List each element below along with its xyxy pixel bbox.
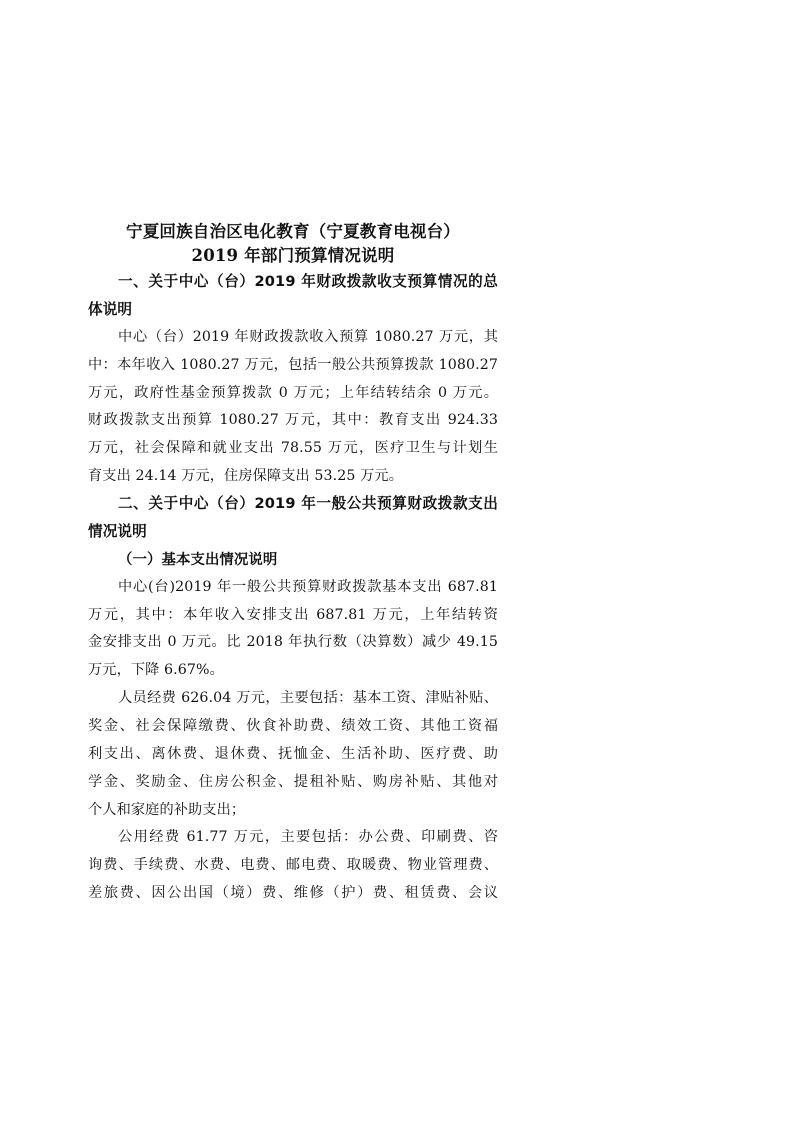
paragraph-1-line: 中心(台)2019 年一般公共预算财政拨款基本支出 687.81 (118, 579, 498, 595)
section-1-text-line: 万元，社会保障和就业支出 78.55 万元，医疗卫生与计划生 (88, 440, 498, 456)
section-1-heading-line-1: 一、关于中心（台）2019 年财政拨款收支预算情况的总 (118, 273, 498, 290)
section-1-text-line: 财政拨款支出预算 1080.27 万元，其中：教育支出 924.33 (88, 412, 498, 428)
paragraph-3-line: 公用经费 61.77 万元，主要包括：办公费、印刷费、咨 (118, 829, 498, 845)
section-2-subheading: （一）基本支出情况说明 (118, 551, 278, 568)
section-2-heading-line-2: 情况说明 (88, 523, 147, 540)
paragraph-2-line: 人员经费 626.04 万元，主要包括：基本工资、津贴补贴、 (118, 690, 498, 706)
paragraph-1-line: 万元，其中：本年收入安排支出 687.81 万元，上年结转资 (88, 607, 498, 623)
section-2-heading-line-1: 二、关于中心（台）2019 年一般公共预算财政拨款支出 (118, 495, 498, 512)
paragraph-1-line: 万元，下降 6.67%。 (88, 662, 224, 678)
paragraph-2-line: 个人和家庭的补助支出； (88, 802, 246, 818)
section-1-text-line: 万元，政府性基金预算拨款 0 万元；上年结转结余 0 万元。 (88, 385, 498, 401)
section-1-text-line: 中：本年收入 1080.27 万元，包括一般公共预算拨款 1080.27 (88, 357, 498, 373)
document-title-line-1: 宁夏回族自治区电化教育（宁夏教育电视台） (126, 222, 460, 241)
section-1-text-line: 中心（台）2019 年财政拨款收入预算 1080.27 万元，其 (118, 329, 498, 345)
paragraph-2-line: 学金、奖励金、住房公积金、提租补贴、购房补贴、其他对 (88, 774, 498, 790)
paragraph-3-line: 询费、手续费、水费、电费、邮电费、取暖费、物业管理费、 (88, 857, 498, 873)
paragraph-2-line: 奖金、社会保障缴费、伙食补助费、绩效工资、其他工资福 (88, 718, 498, 734)
section-1-heading-line-2: 体说明 (88, 301, 133, 318)
paragraph-3-line: 差旅费、因公出国（境）费、维修（护）费、租赁费、会议 (88, 885, 498, 901)
document-title-line-2: 2019 年部门预算情况说明 (191, 246, 395, 265)
paragraph-2-line: 利支出、离休费、退休费、抚恤金、生活补助、医疗费、助 (88, 746, 498, 762)
paragraph-1-line: 金安排支出 0 万元。比 2018 年执行数（决算数）减少 49.15 (88, 634, 498, 650)
section-1-text-line: 育支出 24.14 万元，住房保障支出 53.25 万元。 (88, 468, 403, 484)
